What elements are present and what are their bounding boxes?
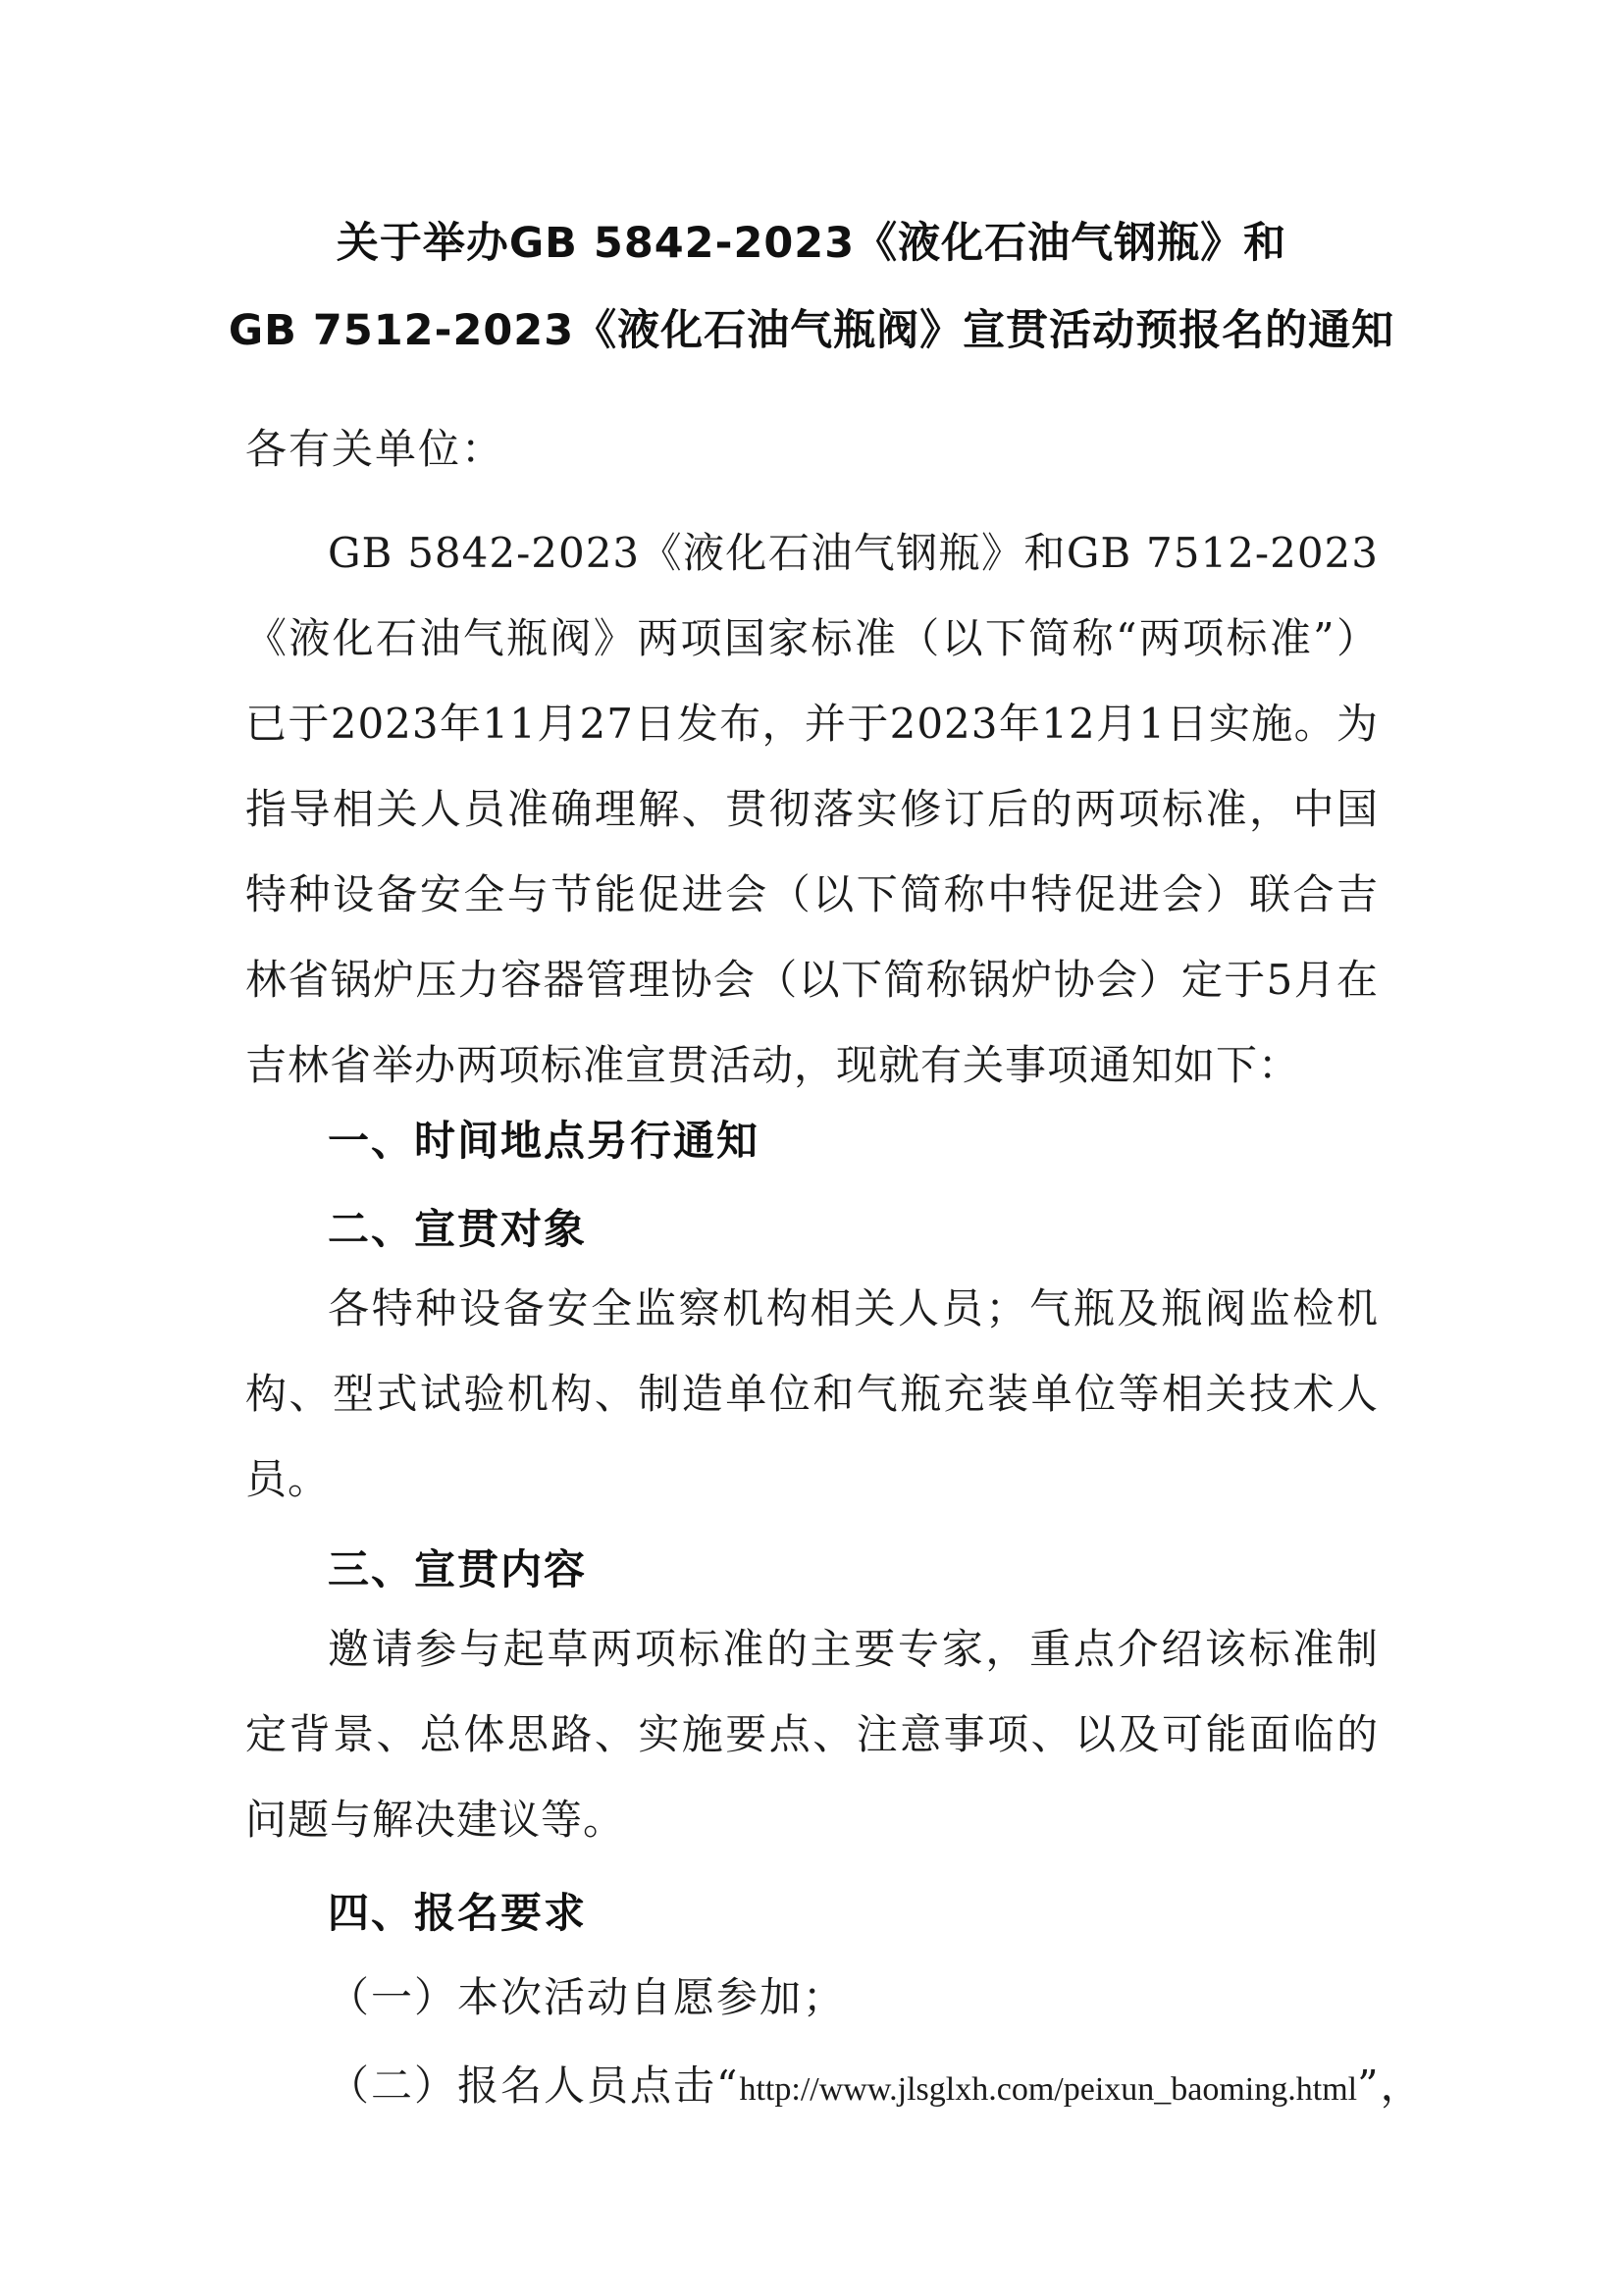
registration-item-2-suffix: ”， [1357, 2061, 1424, 2110]
registration-item-2-prefix: （二）报名人员点击“ [328, 2061, 740, 2110]
document-title-line-2: GB 7512-2023《液化石油气瓶阀》宣贯活动预报名的通知 [228, 306, 1395, 355]
section-3-block [245, 1606, 1379, 1862]
intro-paragraph-block [245, 510, 1379, 1108]
salutation: 各有关单位： [245, 425, 505, 473]
section-2-text: 各特种设备安全监察机构相关人员；气瓶及瓶阀监检机构、型式试验机构、制造单位和气瓶充装单位等相关技术人员。 [245, 1284, 1379, 1503]
registration-link[interactable]: http://www.jlsglxh.com/peixun_baoming.html [739, 2071, 1358, 2108]
registration-item-1: （一）本次活动自愿参加； [328, 1973, 847, 2021]
section-4-heading: 四、报名要求 [328, 1889, 588, 1937]
section-3-text: 邀请参与起草两项标准的主要专家，重点介绍该标准制定背景、总体思路、实施要点、注意事项、以及可能面临的问题与解决建议等。 [245, 1625, 1379, 1844]
section-3-heading: 三、宣贯内容 [328, 1545, 588, 1593]
section-2-heading: 二、宣贯对象 [328, 1205, 588, 1253]
registration-item-2 [328, 2057, 1424, 2119]
intro-paragraph: GB 5842-2023《液化石油气钢瓶》和GB 7512-2023《液化石油气瓶阀》两项国家标准（以下简称“两项标准”）已于2023年11月27日发布，并于2023年12月1日实施。为指导相关人员准确理解、贯彻落实修订后的两项标准，中国特种设备安全与节能促进会（以下简称中特促进会）联合吉林省锅炉压力容器管理协会（以下简称锅炉协会）定于5月在吉林省举办两项标准宣贯活动，现就有关事项通知如下： [245, 529, 1379, 1089]
document-title-line-1: 关于举办GB 5842-2023《液化石油气钢瓶》和 [336, 219, 1287, 268]
section-1-heading: 一、时间地点另行通知 [328, 1117, 760, 1165]
section-2-block [245, 1266, 1379, 1522]
